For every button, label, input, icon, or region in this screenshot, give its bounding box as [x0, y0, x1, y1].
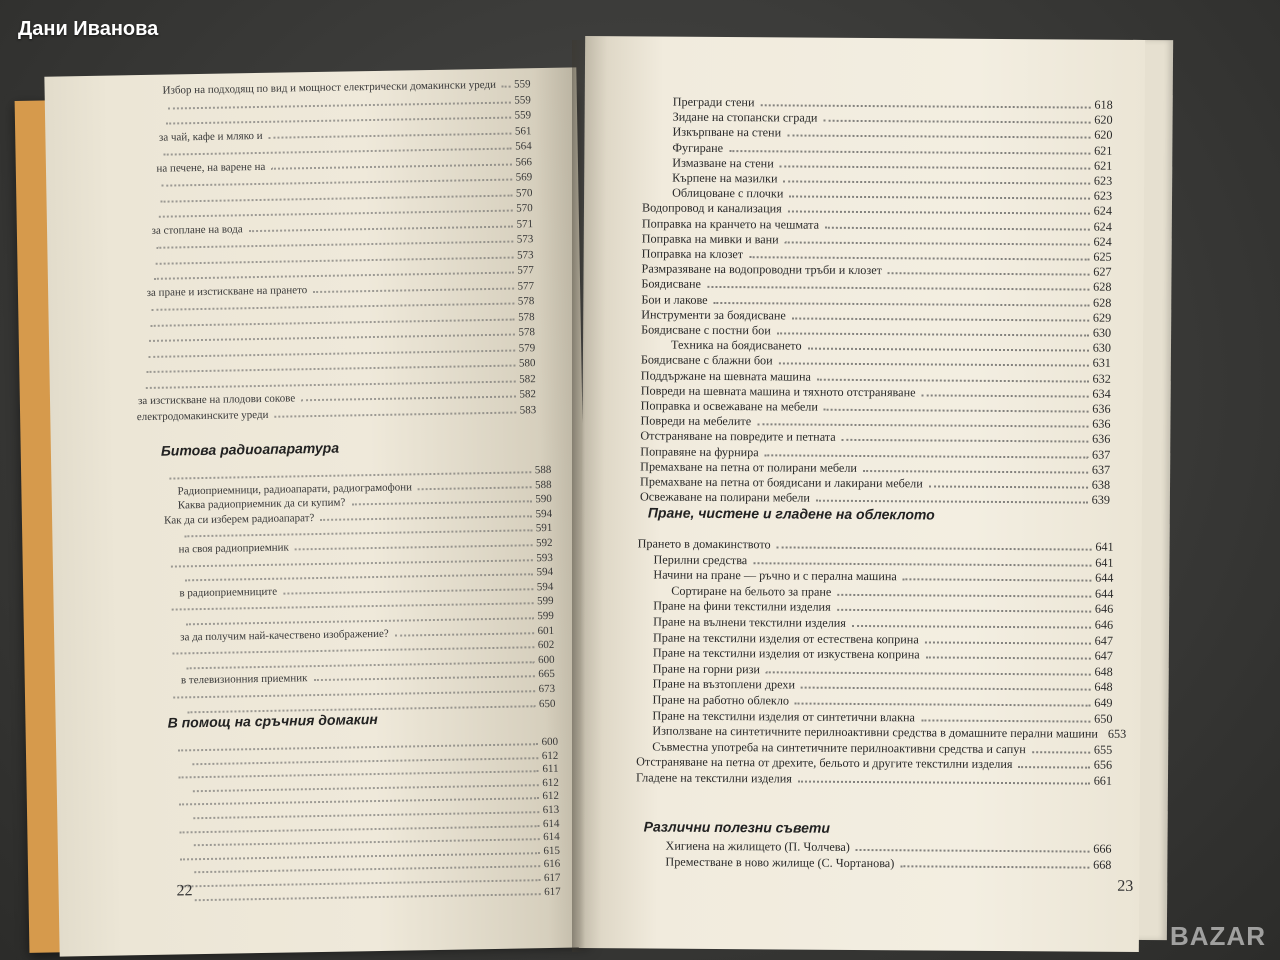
toc-entry-title: Каква радиоприемник да си купим? [177, 496, 346, 512]
toc-entry-page: 650 [1094, 711, 1113, 726]
toc-entry-page: 594 [535, 507, 553, 520]
toc-dot-leader [792, 317, 1089, 321]
toc-entry-page: 637 [1091, 462, 1111, 477]
toc-dot-leader [155, 256, 513, 264]
toc-dot-leader [351, 500, 531, 505]
toc-entry-page: 621 [1093, 158, 1113, 173]
toc-entry-page: 564 [515, 140, 532, 153]
toc-entry-page: 579 [518, 341, 536, 354]
toc-dot-leader [760, 104, 1090, 108]
toc-entry-page: 656 [1093, 758, 1113, 773]
toc-dot-leader [729, 150, 1090, 155]
toc-entry-title: Фугиране [672, 140, 724, 155]
toc-dot-leader [788, 211, 1090, 215]
left-page-number: 22 [176, 882, 193, 900]
toc-entry-title: Пране на възтоплени дрехи [652, 676, 796, 692]
toc-entry-page: 621 [1094, 143, 1113, 158]
toc-entry-page: 573 [516, 248, 534, 261]
toc-entry-title: Как да си изберем радиоапарат? [164, 511, 315, 527]
toc-entry-page: 571 [516, 217, 534, 230]
toc-entry-page: 559 [514, 109, 532, 122]
toc-entry-page: 582 [519, 388, 537, 401]
toc-dot-leader [313, 287, 513, 292]
toc-entry-page: 620 [1094, 128, 1113, 143]
toc-entry-page: 559 [513, 78, 531, 91]
toc-entry-page: 612 [541, 749, 559, 762]
toc-entry-page: 588 [534, 478, 552, 491]
toc-dot-leader [903, 578, 1091, 581]
toc-entry [665, 855, 1111, 873]
toc-entry-page: 566 [515, 155, 533, 169]
toc-entry-page: 612 [542, 790, 560, 803]
toc-dot-leader [164, 148, 511, 156]
toc-dot-leader [714, 302, 1090, 307]
toc-entry-title: Изкърпване на стени [672, 125, 782, 140]
toc-entry-page: 614 [542, 817, 560, 830]
toc-entry-title: Поправка на мивки и вани [641, 231, 779, 247]
toc-entry-title: Перилни средства [653, 552, 748, 567]
toc-dot-leader [320, 515, 531, 521]
toc-dot-leader [195, 893, 540, 901]
toc-entry-title: Пране на текстилни изделия от синтетични влакна [652, 708, 916, 724]
toc-entry-title: за изстискване на плодови сокове [137, 392, 296, 408]
toc-dot-leader [816, 500, 1088, 504]
toc-dot-leader [186, 617, 533, 625]
toc-entry-page: 578 [517, 295, 535, 308]
toc-dot-leader [707, 286, 1089, 291]
right-page-number: 23 [1117, 877, 1134, 895]
toc-entry-page: 594 [536, 580, 554, 593]
toc-dot-leader [856, 849, 1089, 853]
toc-dot-leader [808, 348, 1089, 352]
toc-dot-leader [837, 594, 1091, 598]
toc-dot-leader [757, 423, 1088, 427]
toc-dot-leader [147, 365, 515, 373]
toc-dot-leader [837, 609, 1091, 613]
watermark-name: Дани Иванова [18, 18, 159, 40]
toc-entry-title: за чай, кафе и мляко и [158, 129, 263, 144]
toc-entry-page: 630 [1092, 325, 1112, 340]
toc-dot-leader [185, 573, 532, 581]
toc-entry-page: 666 [1093, 841, 1112, 856]
toc-entry-page: 611 [542, 763, 559, 776]
toc-entry-title: Пране на текстилни изделия от естествена коприна [652, 630, 919, 646]
toc-entry-title: Повреди на шевната машина и тяхното отстраняване [640, 383, 916, 400]
toc-entry-title: Прегради стени [672, 94, 755, 110]
toc-dot-leader [785, 241, 1090, 245]
toc-dot-leader [777, 546, 1092, 550]
toc-dot-leader [863, 470, 1088, 474]
toc-entry [137, 404, 537, 423]
toc-dot-leader [766, 671, 1091, 675]
toc-dot-leader [269, 132, 511, 138]
toc-dot-leader [295, 544, 532, 550]
toc-entry-title: Избор на подходящ по вид и мощност електрически домакински уреди [162, 78, 497, 97]
toc-entry-page: 599 [536, 595, 554, 608]
toc-dot-leader [900, 865, 1089, 868]
toc-entry-title: Използване на синтетичните перилноактивни средства в домашните перални машини [652, 723, 1098, 741]
toc-dot-leader [824, 409, 1088, 413]
toc-entry-title: Измазване на стени [672, 155, 774, 171]
toc-entry-title: Бои и лакове [641, 292, 708, 307]
toc-entry-page: 628 [1093, 295, 1112, 310]
toc-entry-page: 624 [1093, 234, 1112, 249]
toc-entry-title: Сортиране на бельото за пране [671, 583, 832, 599]
toc-entry-title: Хигиена на жилището (П. Чолчева) [665, 838, 850, 854]
toc-dot-leader [789, 196, 1089, 200]
toc-entry-page: 624 [1093, 204, 1113, 219]
toc-dot-leader [150, 318, 514, 326]
toc-entry-page: 638 [1091, 477, 1111, 492]
toc-entry-title: Пране на текстилни изделия от изкуствена коприна [652, 645, 920, 662]
toc-dot-leader [825, 226, 1090, 230]
toc-entry-title: Кърпене на мазилки [672, 170, 778, 186]
toc-entry-page: 616 [543, 858, 561, 871]
toc-entry-page: 653 [1107, 726, 1127, 742]
toc-entry [665, 839, 1111, 857]
toc-entry-title: Премахване на петна от боядисани и лакирани мебели [640, 474, 923, 491]
toc-entry-page: 617 [543, 871, 561, 885]
toc-entry-page: 592 [535, 536, 553, 550]
toc-entry-title: Отстраняване на повредите и петната [640, 428, 836, 445]
toc-entry-page: 639 [1091, 492, 1111, 507]
toc-entry-page: 668 [1093, 857, 1112, 872]
toc-dot-leader [926, 657, 1091, 660]
toc-dot-leader [160, 194, 512, 202]
toc-entry-title: Пране на вълнени текстилни изделия [653, 614, 846, 630]
toc-entry-page: 644 [1095, 570, 1114, 585]
toc-dot-leader [749, 256, 1089, 260]
toc-dot-leader [798, 781, 1090, 785]
toc-dot-leader [249, 225, 513, 232]
toc-entry-title: Освежаване на полирани мебели [639, 489, 810, 505]
toc-entry-page: 641 [1095, 555, 1114, 570]
toc-entry-page: 561 [514, 124, 532, 138]
toc-entry-title: Пране на горни ризи [652, 661, 761, 677]
toc-entry-page: 630 [1092, 340, 1112, 355]
toc-entry-page: 620 [1094, 112, 1113, 127]
toc-dot-leader [159, 210, 512, 218]
toc-entry-page: 623 [1093, 188, 1113, 203]
toc-dot-leader [1019, 766, 1090, 768]
toc-dot-leader [169, 471, 530, 479]
toc-entry-title: на печене, на варене на [156, 160, 266, 175]
toc-dot-leader [795, 703, 1090, 707]
toc-entry-page: 582 [519, 372, 536, 385]
toc-entry-page: 578 [518, 326, 535, 339]
toc-dot-leader [283, 588, 533, 594]
toc-dot-leader [502, 86, 510, 88]
right-page [579, 36, 1145, 952]
toc-entry-title: за да получим най-качествено изображение? [180, 627, 389, 644]
toc-entry-page: 647 [1094, 633, 1114, 648]
toc-dot-leader [888, 272, 1089, 275]
toc-entry-title: Поправка и освежаване на мебели [640, 398, 818, 414]
toc-dot-leader [753, 562, 1091, 566]
toc-dot-leader [161, 179, 511, 187]
toc-dot-leader [184, 530, 531, 538]
toc-entry-title: електродомакинските уреди [136, 408, 269, 423]
toc-entry-title: в телевизионния приемник [180, 672, 308, 687]
toc-dot-leader [166, 117, 510, 125]
toc-entry-page: 649 [1094, 695, 1113, 710]
toc-entry-page: 648 [1094, 664, 1113, 679]
toc-dot-leader [173, 690, 534, 698]
toc-entry-page: 600 [538, 653, 555, 666]
toc-entry-title: Пране на фини текстилни изделия [653, 598, 831, 615]
toc-entry-page: 578 [518, 310, 535, 323]
toc-dot-leader [823, 120, 1090, 124]
toc-entry-page: 634 [1092, 386, 1111, 401]
toc-entry-page: 583 [519, 403, 537, 416]
toc-entry-page: 570 [515, 186, 533, 199]
toc-dot-leader [301, 396, 515, 402]
toc-dot-leader [842, 439, 1088, 443]
toc-dot-leader [922, 394, 1089, 397]
toc-entry-page: 601 [537, 624, 555, 637]
section-heading: В помощ на сръчния домакин [167, 710, 378, 731]
toc-entry-title: Боядисване [641, 276, 702, 292]
toc-dot-leader [148, 349, 515, 357]
toc-entry-title: Водопровод и канализация [641, 200, 782, 216]
toc-entry-page: 661 [1093, 773, 1113, 788]
toc-entry-page: 570 [516, 202, 533, 215]
toc-entry-page: 646 [1094, 602, 1114, 617]
toc-entry-page: 580 [518, 357, 536, 370]
right-page-toc [585, 36, 1145, 872]
toc-entry-page: 665 [538, 668, 555, 681]
toc-entry-page: 650 [538, 697, 556, 710]
toc-entry-page: 627 [1093, 264, 1112, 279]
toc-entry-page: 648 [1094, 680, 1113, 695]
toc-dot-leader [271, 163, 511, 169]
toc-entry-title: Радиоприемници, радиоапарати, радиограмофони [177, 480, 413, 498]
toc-entry-title: Поправка на клозет [641, 246, 744, 262]
toc-entry-title: за пране и изстискване на прането [146, 283, 308, 299]
toc-entry-title: Поправяне на фурнира [640, 444, 759, 459]
toc-entry-page: 599 [537, 609, 554, 623]
toc-dot-leader [929, 485, 1088, 488]
toc-dot-leader [780, 165, 1090, 169]
toc-entry-page: 631 [1092, 355, 1111, 371]
toc-entry-page: 594 [536, 566, 554, 579]
toc-entry-title: на своя радиоприемник [178, 541, 289, 556]
toc-dot-leader [784, 180, 1090, 184]
toc-entry-title: Начини на пране — ръчно и с перална машина [653, 567, 897, 584]
toc-entry-page: 559 [514, 93, 531, 107]
toc-entry-title: Прането в домакинството [637, 536, 771, 552]
toc-entry-page: 615 [543, 844, 561, 857]
toc-entry-page: 636 [1092, 431, 1111, 447]
toc-dot-leader [171, 559, 532, 567]
toc-dot-leader [1032, 751, 1090, 753]
toc-dot-leader [395, 632, 534, 636]
toc-entry-page: 618 [1094, 97, 1113, 112]
toc-entry-title: Повреди на мебелите [640, 413, 752, 429]
toc-entry-title: Зидане на стопански сгради [672, 109, 818, 125]
toc-entry-page: 612 [542, 776, 559, 789]
toc-entry-page: 636 [1092, 416, 1111, 431]
toc-entry-page: 600 [541, 735, 559, 749]
toc-entry-page: 673 [538, 682, 556, 696]
toc-entry-page: 644 [1094, 586, 1114, 601]
toc-dot-leader [817, 378, 1089, 382]
section-heading: Битова радиоапаратура [160, 439, 340, 459]
toc-entry-page: 628 [1093, 279, 1112, 295]
toc-entry-page: 641 [1095, 539, 1114, 554]
toc-entry-page: 569 [515, 171, 533, 184]
toc-entry-page: 624 [1093, 219, 1112, 234]
toc-dot-leader [779, 363, 1089, 367]
toc-entry-title: Премахване на петна от полирани мебели [640, 459, 858, 475]
toc-entry-page: 646 [1094, 617, 1114, 632]
toc-dot-leader [274, 411, 515, 417]
toc-entry-title: в радиоприемниците [179, 585, 278, 600]
toc-dot-leader [187, 661, 534, 669]
toc-entry-page: 629 [1092, 310, 1112, 325]
toc-dot-leader [154, 272, 513, 280]
toc-dot-leader [145, 380, 515, 388]
toc-entry-page: 617 [544, 885, 561, 898]
toc-dot-leader [852, 625, 1091, 629]
toc-entry-page: 602 [537, 639, 555, 652]
toc-entry-title: за стоплане на вода [151, 222, 243, 237]
toc-dot-leader [172, 603, 533, 611]
toc-entry-page: 593 [536, 551, 553, 564]
toc-entry-page: 591 [535, 522, 553, 535]
toc-entry-page: 614 [543, 831, 560, 844]
toc-dot-leader [801, 687, 1090, 691]
toc-dot-leader [777, 332, 1089, 336]
toc-entry-page: 590 [535, 493, 552, 506]
toc-entry-title: Пране на работно облекло [652, 692, 790, 708]
toc-entry-title: Облицоване с плочки [672, 185, 784, 201]
toc-entry-page: 623 [1093, 173, 1113, 188]
toc-dot-leader [167, 101, 510, 109]
toc-dot-leader [149, 334, 514, 342]
toc-dot-leader [787, 135, 1090, 139]
toc-entry-page: 577 [517, 264, 534, 277]
left-page [44, 67, 591, 956]
toc-entry-title: Преместване в ново жилище (С. Чортанова) [665, 854, 895, 871]
toc-entry-title: Размразяване на водопроводни тръби и клозет [641, 261, 883, 278]
toc-entry [636, 770, 1112, 788]
toc-dot-leader [156, 241, 512, 249]
toc-entry-page: 573 [516, 233, 534, 246]
toc-entry-page: 632 [1092, 371, 1111, 386]
toc-dot-leader [921, 719, 1090, 722]
toc-entry-page: 636 [1092, 401, 1111, 416]
bazar-watermark-logo: BAZAR [1170, 921, 1266, 951]
toc-entry-title: Съвместна употреба на синтетичните перилноактивни средства и сапун [652, 739, 1026, 756]
toc-entry-page: 625 [1093, 249, 1112, 264]
toc-entry-title: Поправка на кранчето на чешмата [641, 216, 820, 232]
toc-entry-page: 577 [517, 279, 535, 292]
toc-entry-title: Отстраняване на петна от дрехите, бельото и другите текстилни изделия [636, 754, 1013, 772]
toc-entry-page: 588 [534, 463, 552, 477]
toc-dot-leader [313, 676, 534, 682]
toc-entry-title: Поддържане на шевната машина [640, 368, 811, 384]
toc-entry-page: 613 [542, 803, 560, 817]
toc-entry-title: Гладене на текстилни изделия [635, 770, 792, 786]
toc-dot-leader [172, 646, 533, 654]
toc-entry-title: Техника на боядисването [670, 337, 802, 353]
toc-dot-leader [765, 454, 1088, 458]
toc-entry-page: 647 [1094, 648, 1113, 663]
section-heading: Пране, чистене и гладене на облеклото [647, 504, 935, 523]
toc-entry-page: 655 [1093, 742, 1113, 757]
book-gutter [572, 40, 594, 952]
toc-entry-title: Боядисване с постни бои [641, 322, 771, 338]
toc-dot-leader [151, 303, 513, 311]
toc-dot-leader [925, 641, 1091, 644]
toc-entry-title: Инструменти за боядисване [641, 307, 786, 323]
section-heading: Различни полезни съвети [643, 818, 831, 836]
toc-entry-page: 637 [1091, 447, 1111, 462]
toc-dot-leader [418, 486, 531, 490]
toc-entry-title: Боядисване с блажни бои [640, 352, 773, 368]
